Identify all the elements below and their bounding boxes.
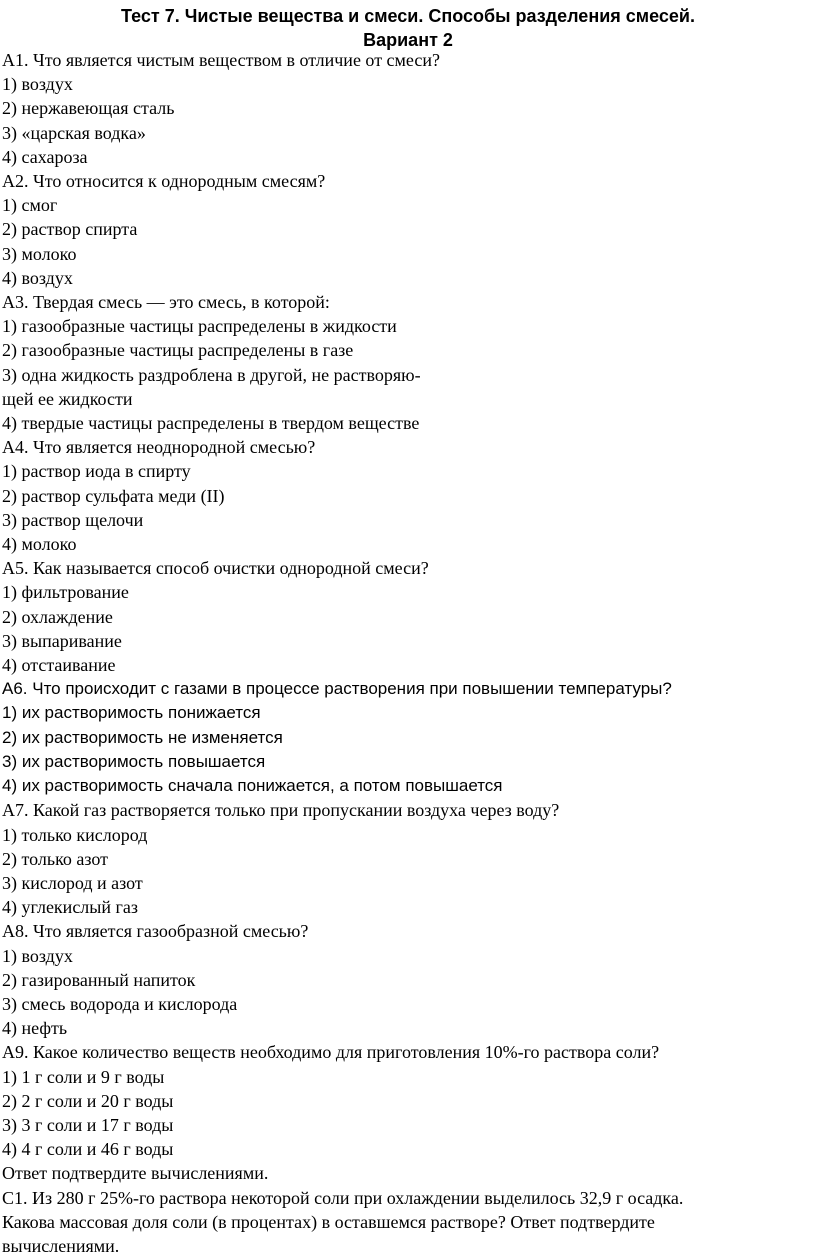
text-line: 1) 1 г соли и 9 г воды	[2, 1066, 165, 1087]
text-line: 2) 2 г соли и 20 г воды	[2, 1090, 174, 1111]
document-body	[2, 48, 814, 1258]
text-line: 3) 3 г соли и 17 г воды	[2, 1114, 174, 1135]
text-line: 1) раствор иода в спирту	[2, 461, 191, 482]
text-line: Какова массовая доля соли (в процентах) в оставшемся растворе? Ответ подтвердите	[2, 1211, 655, 1232]
text-line: 3) молоко	[2, 243, 77, 264]
text-line: 1) только кислород	[2, 824, 148, 845]
text-line: 3) выпаривание	[2, 630, 122, 651]
text-line: 3) одна жидкость раздроблена в другой, не растворяю-	[2, 364, 421, 385]
text-line: 4) отстаивание	[2, 655, 116, 676]
text-line: 4) сахароза	[2, 146, 88, 167]
question-line: А3. Твердая смесь — это смесь, в которой:	[2, 292, 330, 313]
text-line: 1) воздух	[2, 945, 73, 966]
text-line: 4) твердые частицы распределены в твердом веществе	[2, 413, 420, 434]
text-line: 2) газированный напиток	[2, 969, 196, 990]
text-line: 3) их растворимость повышается	[2, 751, 266, 771]
text-line: 3) раствор щелочи	[2, 509, 144, 530]
question-line: А1. Что является чистым веществом в отличие от смеси?	[2, 50, 440, 70]
text-line: 2) охлаждение	[2, 606, 113, 627]
title-line-2: Вариант 2	[363, 30, 453, 50]
text-line: 4) углекислый газ	[2, 897, 138, 918]
text-line: 4) молоко	[2, 534, 77, 555]
text-line: Ответ подтвердите вычислениями.	[2, 1163, 269, 1184]
question-line: А4. Что является неоднородной смесью?	[2, 437, 316, 458]
text-line: 2) нержавеющая сталь	[2, 98, 175, 119]
text-line: 3) смесь водорода и кислорода	[2, 993, 238, 1014]
text-line: 4) нефть	[2, 1018, 68, 1039]
text-line: 2) газообразные частицы распределены в газе	[2, 340, 354, 361]
text-line: 2) их растворимость не изменяется	[2, 727, 283, 747]
text-line: 1) фильтрование	[2, 582, 129, 603]
text-line: 4) их растворимость сначала понижается, а потом повышается	[2, 776, 503, 796]
text-line: 4) воздух	[2, 267, 73, 288]
question-line: А6. Что происходит с газами в процессе растворения при повышении температуры?	[2, 679, 672, 699]
question-line: А8. Что является газообразной смесью?	[2, 921, 309, 942]
text-line: 3) кислород и азот	[2, 872, 143, 893]
text-line: 1) смог	[2, 195, 58, 216]
question-line: А5. Как называется способ очистки однородной смеси?	[2, 558, 429, 579]
text-line: 1) их растворимость понижается	[2, 703, 261, 723]
title-line-1: Тест 7. Чистые вещества и смеси. Способы разделения смесей.	[121, 6, 695, 26]
text-line: 2) раствор спирта	[2, 219, 138, 240]
text-line: 2) только азот	[2, 848, 109, 869]
question-line: А2. Что относится к однородным смесям?	[2, 171, 326, 192]
text-line: вычислениями.	[2, 1235, 120, 1256]
document-title	[0, 0, 816, 52]
question-line: С1. Из 280 г 25%-го раствора некоторой соли при охлаждении выделилось 32,9 г осадка.	[2, 1187, 684, 1208]
question-line: А9. Какое количество веществ необходимо для приготовления 10%-го раствора соли?	[2, 1042, 660, 1063]
question-line: А7. Какой газ растворяется только при пропускании воздуха через воду?	[2, 800, 560, 821]
text-line: 2) раствор сульфата меди (II)	[2, 485, 225, 506]
text-line: 3) «царская водка»	[2, 122, 146, 143]
text-line: 1) газообразные частицы распределены в жидкости	[2, 316, 397, 337]
text-line: 1) воздух	[2, 74, 73, 95]
text-line: щей ее жидкости	[2, 388, 133, 409]
text-line: 4) 4 г соли и 46 г воды	[2, 1139, 174, 1160]
